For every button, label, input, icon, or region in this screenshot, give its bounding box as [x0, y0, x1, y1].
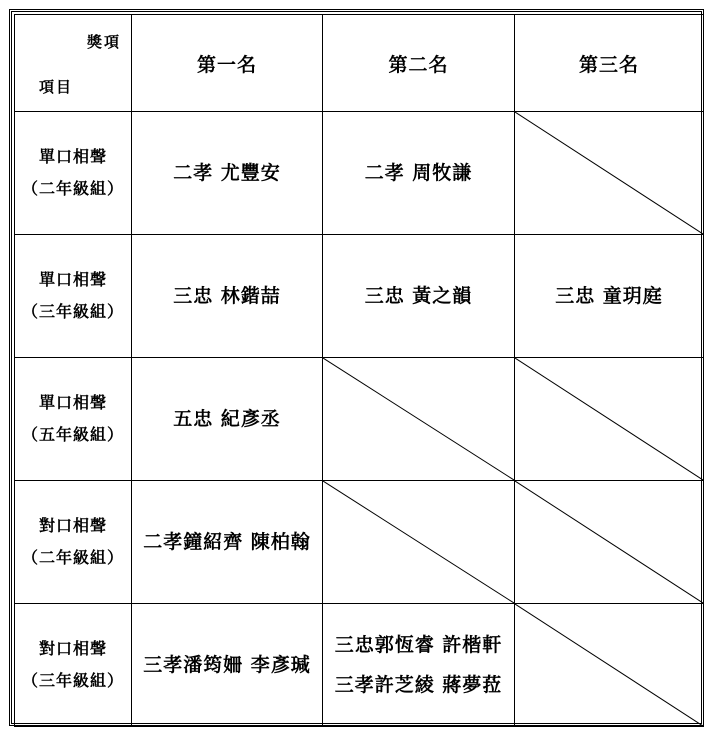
winner-name: 三忠 童玥庭 [555, 285, 663, 307]
empty-cell-diagonal [515, 358, 703, 480]
category-cell [15, 604, 132, 727]
category-cell [15, 235, 132, 358]
awards-table [14, 14, 704, 727]
second-place-cell [323, 481, 515, 604]
empty-cell-diagonal [323, 481, 514, 603]
category-name: 對口相聲 [38, 516, 107, 535]
winner-name: 二孝 周牧謙 [364, 162, 473, 184]
second-place-cell [323, 358, 515, 481]
first-place-label: 第一名 [196, 53, 257, 76]
winner-name: 二孝鐘紹齊 陳柏翰 [143, 531, 311, 553]
third-place-cell [515, 481, 704, 604]
first-place-cell [132, 235, 323, 358]
category-grade: （三年級組） [21, 671, 124, 690]
third-place-cell [515, 358, 704, 481]
awards-header-label: 獎項 [86, 33, 121, 51]
empty-cell-diagonal [515, 112, 703, 234]
category-name: 單口相聲 [38, 393, 107, 412]
second-place-cell [323, 235, 515, 358]
third-place-cell [515, 604, 704, 727]
corner-header-cell [15, 15, 132, 112]
first-place-header [132, 15, 323, 112]
third-place-header [515, 15, 704, 112]
second-place-label: 第二名 [388, 53, 449, 76]
first-place-cell [132, 481, 323, 604]
third-place-cell [515, 112, 704, 235]
category-grade: （二年級組） [21, 179, 124, 198]
first-place-cell [132, 604, 323, 727]
winner-name: 三忠郭恆睿 許楷軒 [334, 634, 503, 656]
category-cell [15, 481, 132, 604]
category-cell [15, 358, 132, 481]
winner-name: 五忠 紀彥丞 [173, 408, 281, 430]
category-name: 對口相聲 [38, 639, 107, 658]
third-place-cell [515, 235, 704, 358]
category-grade: （三年級組） [21, 302, 124, 321]
table-row [15, 112, 704, 235]
winner-name: 三忠 林鍇喆 [173, 285, 281, 307]
winner-name: 三孝許芝綾 蔣夢菈 [334, 674, 503, 696]
first-place-cell [132, 112, 323, 235]
category-cell [15, 112, 132, 235]
table-row [15, 481, 704, 604]
items-header-label: 項目 [39, 78, 74, 96]
category-grade: （二年級組） [21, 548, 124, 567]
winner-name: 三忠 黃之韻 [364, 285, 473, 307]
table-body [15, 112, 704, 727]
empty-cell-diagonal [515, 604, 703, 726]
winner-name: 二孝 尤豐安 [173, 162, 281, 184]
table-row [15, 358, 704, 481]
table-row [15, 235, 704, 358]
second-place-cell [323, 604, 515, 727]
category-grade: （五年級組） [21, 425, 124, 444]
category-name: 單口相聲 [38, 147, 107, 166]
category-name: 單口相聲 [38, 270, 107, 289]
third-place-label: 第三名 [578, 53, 639, 76]
second-place-cell [323, 112, 515, 235]
winner-name: 三孝潘筠姍 李彥瑊 [143, 654, 311, 676]
empty-cell-diagonal [515, 481, 703, 603]
second-place-header [323, 15, 515, 112]
header-row [15, 15, 704, 112]
first-place-cell [132, 358, 323, 481]
table-row [15, 604, 704, 727]
empty-cell-diagonal [323, 358, 514, 480]
